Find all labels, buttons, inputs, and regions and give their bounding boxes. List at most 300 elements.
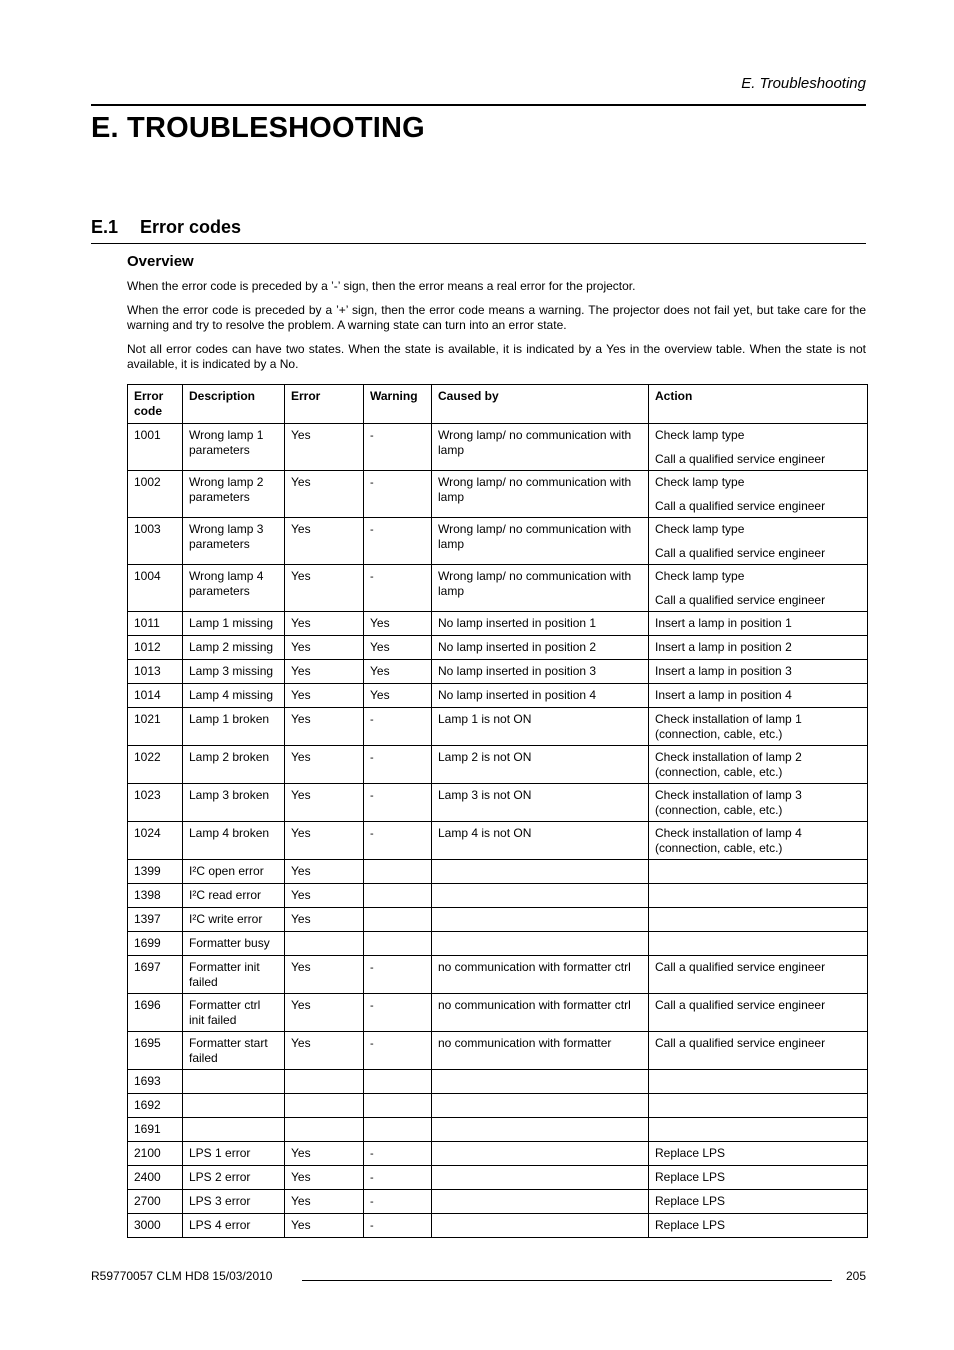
cell-text: Yes [291, 1170, 311, 1184]
table-cell [432, 746, 649, 784]
table-cell [183, 746, 285, 784]
table-cell [128, 684, 183, 708]
table-cell [285, 932, 364, 956]
cell-text: 1398 [134, 888, 161, 902]
cell-text: - [370, 430, 374, 442]
table-cell [432, 684, 649, 708]
table-row [128, 784, 868, 822]
cell-text: - [370, 477, 374, 489]
table-cell [128, 746, 183, 784]
overview-paragraph: When the error code is preceded by a ’-’ sign, then the error means a real error for the projector. [127, 279, 636, 293]
table-row [128, 860, 868, 884]
table-cell [285, 822, 364, 860]
cell-text: 1697 [134, 960, 161, 974]
cell-text: Wrong lamp 4 parameters [189, 569, 264, 598]
cell-text: Yes [291, 569, 311, 583]
table-cell [285, 660, 364, 684]
cell-text: - [370, 1000, 374, 1012]
action-text: Check installation of lamp 3 (connection, cable, etc.) [655, 788, 802, 817]
table-cell [364, 994, 432, 1032]
column-header: Error code [128, 385, 183, 424]
action-text: Insert a lamp in position 1 [655, 616, 792, 630]
table-cell [432, 1032, 649, 1070]
table-cell [285, 708, 364, 746]
cell-text: Lamp 4 broken [189, 826, 270, 840]
table-cell [285, 860, 364, 884]
action-text: Check lamp type [655, 522, 745, 536]
cell-text: No lamp inserted in position 1 [438, 616, 597, 630]
table-cell [364, 708, 432, 746]
table-cell [649, 1166, 868, 1190]
table-cell [183, 565, 285, 612]
cell-text: Yes [291, 1194, 311, 1208]
table-cell [285, 1118, 364, 1142]
table-cell [183, 860, 285, 884]
table-cell [285, 1166, 364, 1190]
table-cell [432, 1070, 649, 1094]
table-cell [364, 1032, 432, 1070]
cell-text: - [370, 1172, 374, 1184]
table-cell [649, 660, 868, 684]
table-cell [432, 1142, 649, 1166]
overview-heading: Overview [127, 253, 194, 270]
table-cell [285, 956, 364, 994]
section-heading [91, 217, 241, 238]
table-cell [128, 1070, 183, 1094]
table-cell [649, 471, 868, 518]
table-cell [649, 860, 868, 884]
column-header: Error [285, 385, 364, 424]
table-cell [432, 932, 649, 956]
cell-text: Yes [291, 750, 311, 764]
table-row [128, 565, 868, 612]
cell-text: - [370, 828, 374, 840]
error-codes-table [127, 384, 868, 1238]
cell-text: Lamp 4 is not ON [438, 826, 532, 840]
column-header: Warning [364, 385, 432, 424]
table-cell [649, 994, 868, 1032]
cell-text: Yes [291, 475, 311, 489]
table-cell [364, 1094, 432, 1118]
table-cell [432, 822, 649, 860]
table-cell [432, 660, 649, 684]
table-cell [364, 1070, 432, 1094]
table-row [128, 1214, 868, 1238]
action-text: Call a qualified service engineer [655, 960, 826, 974]
cell-text: Wrong lamp 2 parameters [189, 475, 264, 504]
cell-text: No lamp inserted in position 3 [438, 664, 597, 678]
chapter-title: E. TROUBLESHOOTING [91, 112, 425, 144]
action-text-secondary: Call a qualified service engineer [655, 452, 826, 466]
table-cell [285, 908, 364, 932]
table-cell [128, 1166, 183, 1190]
table-row [128, 956, 868, 994]
table-cell [364, 1142, 432, 1166]
cell-text: no communication with formatter [438, 1036, 612, 1050]
footer-doc-ref: R59770057 CLM HD8 15/03/2010 [91, 1269, 273, 1283]
overview-paragraph: Not all error codes can have two states. When the state is available, it is indicated by a Yes in the overview table. When the state is not available, it is indicated by a No. [127, 342, 866, 371]
cell-text: 1011 [134, 616, 160, 630]
table-row [128, 518, 868, 565]
cell-text: 1695 [134, 1036, 161, 1050]
action-text-secondary: Call a qualified service engineer [655, 593, 826, 607]
table-cell [183, 684, 285, 708]
table-cell [128, 471, 183, 518]
footer-rule [302, 1280, 832, 1281]
table-row [128, 994, 868, 1032]
table-cell [128, 1118, 183, 1142]
cell-text: - [370, 790, 374, 802]
table-cell [432, 565, 649, 612]
column-header: Action [649, 385, 868, 424]
table-row [128, 1094, 868, 1118]
cell-text: 1003 [134, 522, 161, 536]
cell-text: 1002 [134, 475, 161, 489]
action-text: Check installation of lamp 1 (connection, cable, etc.) [655, 712, 802, 741]
cell-text: Lamp 1 broken [189, 712, 270, 726]
table-cell [364, 424, 432, 471]
table-cell [432, 784, 649, 822]
table-cell [364, 1118, 432, 1142]
table-cell [128, 1214, 183, 1238]
table-cell [432, 956, 649, 994]
table-cell [285, 994, 364, 1032]
cell-text: 1021 [134, 712, 161, 726]
cell-text: I²C open error [189, 864, 264, 878]
table-cell [432, 1190, 649, 1214]
table-cell [183, 932, 285, 956]
table-cell [128, 565, 183, 612]
table-cell [364, 784, 432, 822]
table-row [128, 1190, 868, 1214]
table-cell [432, 424, 649, 471]
cell-text: Lamp 2 broken [189, 750, 270, 764]
cell-text: 1696 [134, 998, 161, 1012]
table-cell [364, 636, 432, 660]
table-cell [432, 636, 649, 660]
cell-text: - [370, 1220, 374, 1232]
cell-text: Lamp 3 missing [189, 664, 274, 678]
cell-text: LPS 3 error [189, 1194, 251, 1208]
table-cell [649, 1070, 868, 1094]
table-row [128, 660, 868, 684]
table-cell [364, 684, 432, 708]
table-cell [285, 684, 364, 708]
action-text: Check installation of lamp 2 (connection, cable, etc.) [655, 750, 802, 779]
cell-text: - [370, 714, 374, 726]
table-cell [183, 884, 285, 908]
cell-text: Lamp 2 is not ON [438, 750, 532, 764]
table-row [128, 471, 868, 518]
section-number: E.1 [91, 217, 119, 237]
table-cell [285, 1070, 364, 1094]
table-cell [183, 908, 285, 932]
action-text: Check lamp type [655, 428, 745, 442]
cell-text: Yes [291, 664, 311, 678]
table-cell [649, 636, 868, 660]
cell-text: 2400 [134, 1170, 161, 1184]
table-cell [649, 908, 868, 932]
cell-text: 1693 [134, 1074, 161, 1088]
table-row [128, 1070, 868, 1094]
table-cell [285, 424, 364, 471]
table-cell [128, 518, 183, 565]
table-cell [183, 636, 285, 660]
cell-text: Lamp 3 is not ON [438, 788, 532, 802]
cell-text: LPS 4 error [189, 1218, 251, 1232]
cell-text: 1691 [134, 1122, 161, 1136]
cell-text: Yes [291, 616, 311, 630]
section-rule [91, 243, 866, 244]
column-header: Description [183, 385, 285, 424]
table-row [128, 884, 868, 908]
cell-text: Yes [291, 688, 311, 702]
table-cell [649, 956, 868, 994]
table-cell [649, 424, 868, 471]
table-cell [128, 1190, 183, 1214]
table-cell [649, 612, 868, 636]
table-cell [285, 1142, 364, 1166]
table-cell [432, 612, 649, 636]
cell-text: - [370, 524, 374, 536]
table-cell [128, 784, 183, 822]
cell-text: Yes [291, 428, 311, 442]
cell-text: Yes [291, 998, 311, 1012]
cell-text: No lamp inserted in position 4 [438, 688, 597, 702]
cell-text: 1397 [134, 912, 161, 926]
cell-text: 2700 [134, 1194, 161, 1208]
table-cell [285, 565, 364, 612]
table-cell [183, 822, 285, 860]
table-row [128, 932, 868, 956]
table-cell [183, 708, 285, 746]
table-cell [364, 956, 432, 994]
cell-text: Yes [291, 912, 311, 926]
cell-text: Yes [291, 712, 311, 726]
cell-text: Wrong lamp/ no communication with lamp [438, 569, 632, 598]
table-cell [183, 994, 285, 1032]
table-cell [183, 471, 285, 518]
cell-text: Yes [370, 640, 390, 654]
table-cell [649, 784, 868, 822]
table-cell [432, 1118, 649, 1142]
table-cell [128, 660, 183, 684]
cell-text: 2100 [134, 1146, 161, 1160]
cell-text: - [370, 752, 374, 764]
table-cell [364, 612, 432, 636]
action-text: Replace LPS [655, 1146, 726, 1160]
table-cell [432, 1166, 649, 1190]
table-cell [432, 1094, 649, 1118]
table-cell [432, 908, 649, 932]
table-cell [128, 708, 183, 746]
header-rule [91, 104, 866, 106]
table-cell [128, 1032, 183, 1070]
cell-text: Wrong lamp 3 parameters [189, 522, 264, 551]
table-cell [364, 1214, 432, 1238]
table-cell [128, 860, 183, 884]
action-text: Replace LPS [655, 1194, 726, 1208]
table-cell [183, 956, 285, 994]
table-cell [183, 660, 285, 684]
table-cell [364, 746, 432, 784]
table-cell [285, 884, 364, 908]
cell-text: Yes [291, 640, 311, 654]
action-text: Insert a lamp in position 2 [655, 640, 792, 654]
cell-text: Yes [291, 960, 311, 974]
table-cell [649, 822, 868, 860]
cell-text: Wrong lamp/ no communication with lamp [438, 428, 632, 457]
table-row [128, 612, 868, 636]
cell-text: 1024 [134, 826, 161, 840]
table-cell [432, 471, 649, 518]
table-cell [364, 932, 432, 956]
page-number: 205 [845, 1269, 866, 1283]
table-cell [649, 1142, 868, 1166]
table-cell [183, 424, 285, 471]
action-text-secondary: Call a qualified service engineer [655, 546, 826, 560]
cell-text: Lamp 1 missing [189, 616, 274, 630]
table-cell [364, 565, 432, 612]
table-cell [285, 1190, 364, 1214]
table-cell [432, 708, 649, 746]
cell-text: 1022 [134, 750, 161, 764]
table-cell [432, 860, 649, 884]
table-cell [364, 660, 432, 684]
table-cell [649, 932, 868, 956]
cell-text: Wrong lamp/ no communication with lamp [438, 522, 632, 551]
table-cell [183, 1190, 285, 1214]
table-row [128, 1166, 868, 1190]
action-text: Replace LPS [655, 1170, 726, 1184]
section-title: Error codes [140, 217, 242, 237]
table-row [128, 822, 868, 860]
action-text: Call a qualified service engineer [655, 998, 826, 1012]
table-cell [432, 1214, 649, 1238]
action-text: Insert a lamp in position 4 [655, 688, 792, 702]
cell-text: no communication with formatter ctrl [438, 998, 631, 1012]
cell-text: Yes [370, 616, 390, 630]
cell-text: Yes [291, 888, 311, 902]
table-cell [183, 1094, 285, 1118]
column-header: Caused by [432, 385, 649, 424]
cell-text: 1013 [134, 664, 161, 678]
cell-text: Yes [291, 788, 311, 802]
table-cell [364, 860, 432, 884]
cell-text: Formatter start failed [189, 1036, 268, 1065]
table-cell [128, 1142, 183, 1166]
cell-text: Yes [291, 1146, 311, 1160]
table-cell [128, 884, 183, 908]
table-cell [128, 612, 183, 636]
table-cell [285, 612, 364, 636]
table-cell [432, 884, 649, 908]
action-text: Replace LPS [655, 1218, 726, 1232]
table-cell [649, 746, 868, 784]
table-row [128, 1142, 868, 1166]
table-row [128, 424, 868, 471]
cell-text: Yes [291, 522, 311, 536]
cell-text: Yes [291, 826, 311, 840]
table-row [128, 684, 868, 708]
cell-text: 1012 [134, 640, 161, 654]
cell-text: Yes [370, 664, 390, 678]
table-cell [649, 565, 868, 612]
cell-text: Lamp 2 missing [189, 640, 274, 654]
table-body [128, 424, 868, 1238]
cell-text: I²C read error [189, 888, 262, 902]
cell-text: Yes [370, 688, 390, 702]
table-cell [128, 932, 183, 956]
table-cell [649, 708, 868, 746]
cell-text: Lamp 1 is not ON [438, 712, 532, 726]
cell-text: Lamp 3 broken [189, 788, 270, 802]
cell-text: 1699 [134, 936, 161, 950]
running-header: E. Troubleshooting [741, 75, 866, 92]
table-cell [432, 994, 649, 1032]
action-text: Check installation of lamp 4 (connection, cable, etc.) [655, 826, 802, 855]
table-cell [183, 1142, 285, 1166]
table-cell [183, 612, 285, 636]
action-text-secondary: Call a qualified service engineer [655, 499, 826, 513]
table-cell [432, 518, 649, 565]
table-cell [285, 471, 364, 518]
table-cell [285, 784, 364, 822]
table-cell [285, 1214, 364, 1238]
cell-text: Yes [291, 1036, 311, 1050]
table-cell [285, 518, 364, 565]
cell-text: 1001 [134, 428, 161, 442]
table-cell [364, 471, 432, 518]
cell-text: - [370, 962, 374, 974]
table-cell [285, 746, 364, 784]
cell-text: 1692 [134, 1098, 161, 1112]
table-cell [128, 908, 183, 932]
cell-text: 1023 [134, 788, 161, 802]
cell-text: 3000 [134, 1218, 161, 1232]
table-cell [183, 1166, 285, 1190]
cell-text: no communication with formatter ctrl [438, 960, 631, 974]
table-cell [364, 908, 432, 932]
table-row [128, 708, 868, 746]
table-cell [128, 636, 183, 660]
table-cell [364, 822, 432, 860]
cell-text: - [370, 571, 374, 583]
table-cell [285, 1094, 364, 1118]
cell-text: LPS 2 error [189, 1170, 251, 1184]
action-text: Call a qualified service engineer [655, 1036, 826, 1050]
table-row [128, 1032, 868, 1070]
table-cell [183, 518, 285, 565]
table-cell [183, 1032, 285, 1070]
table-row [128, 746, 868, 784]
cell-text: - [370, 1148, 374, 1160]
table-cell [649, 518, 868, 565]
table-cell [128, 956, 183, 994]
cell-text: Wrong lamp/ no communication with lamp [438, 475, 632, 504]
table-cell [649, 684, 868, 708]
table-cell [128, 1094, 183, 1118]
cell-text: Yes [291, 864, 311, 878]
table-cell [285, 636, 364, 660]
cell-text: 1399 [134, 864, 161, 878]
overview-paragraph: When the error code is preceded by a ’+’ sign, then the error code means a warning. The projector does not fail yet, but take care for the warning and try to resolve the problem. A warning state can turn into an error state. [127, 303, 866, 332]
table-cell [364, 1190, 432, 1214]
table-cell [128, 994, 183, 1032]
table-cell [285, 1032, 364, 1070]
table-cell [128, 822, 183, 860]
table-cell [364, 518, 432, 565]
